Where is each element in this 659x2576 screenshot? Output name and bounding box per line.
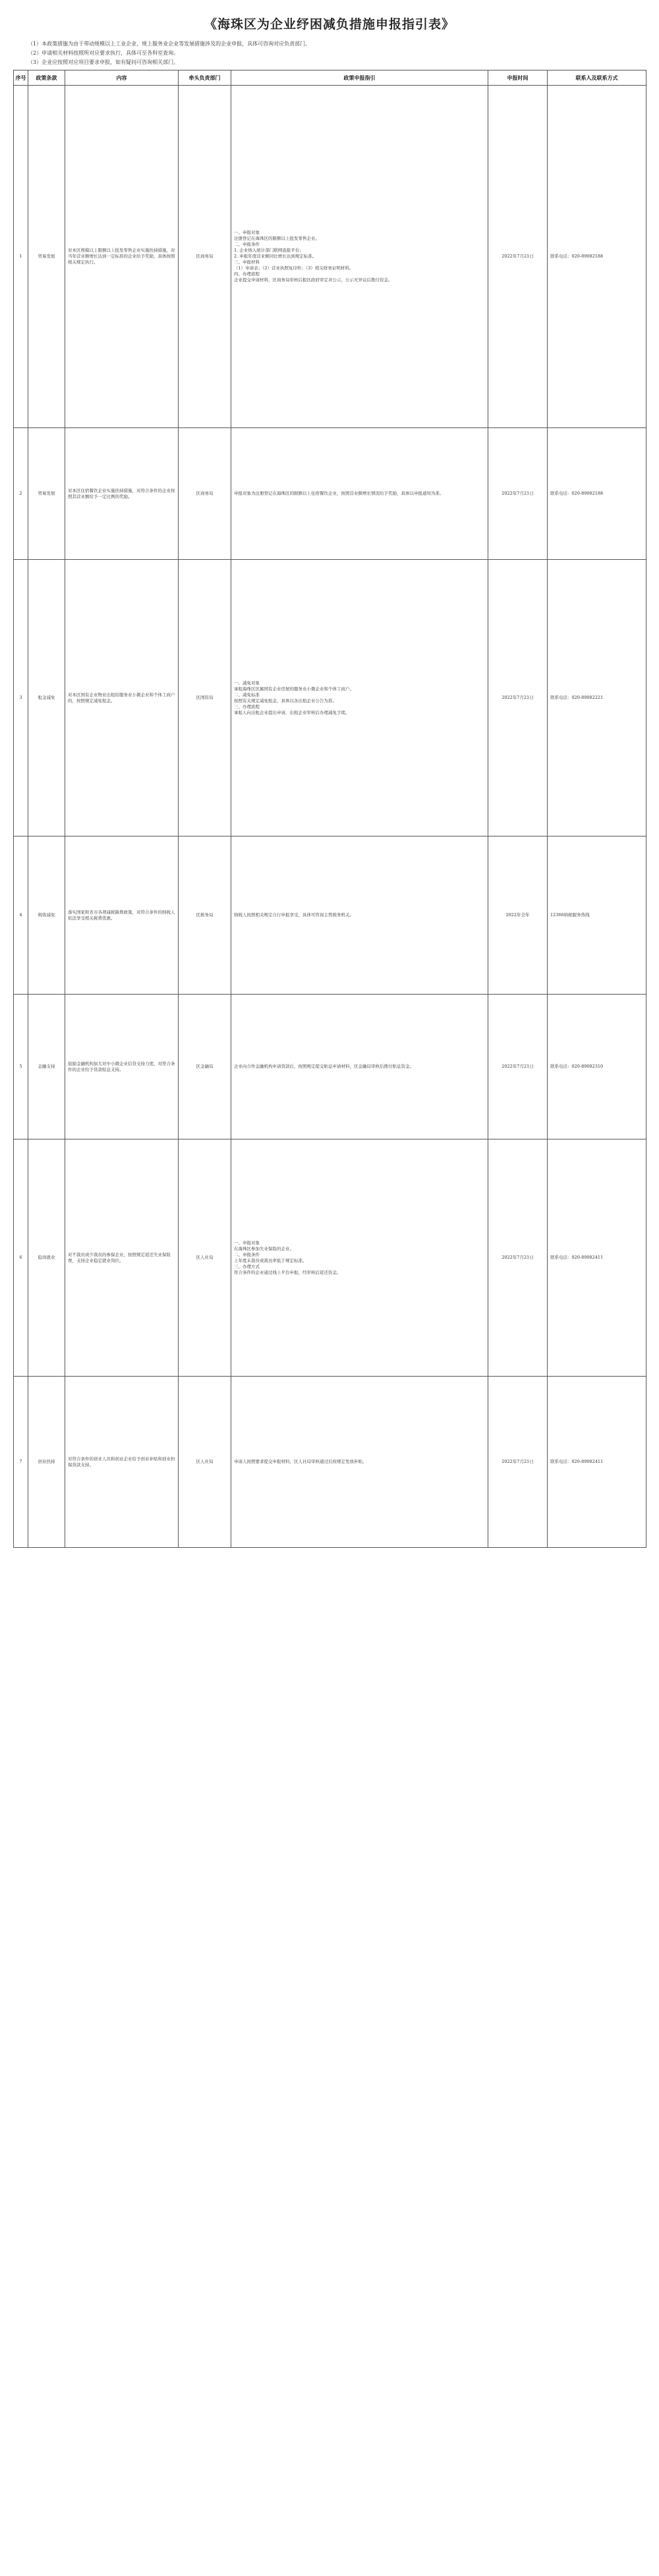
header-content: 内容 <box>65 70 179 86</box>
table-row <box>14 1377 646 1548</box>
row-guide: 申请人按照要求提交申报材料，区人社局审核通过后按规定发放补贴。 <box>231 1377 488 1548</box>
row-time: 2022年7月21日 <box>488 560 548 836</box>
policy-table <box>13 70 646 1548</box>
table-row <box>14 995 646 1139</box>
row-dept: 区金融局 <box>179 995 231 1139</box>
row-dept: 区人社局 <box>179 1377 231 1548</box>
header-time: 申报时间 <box>488 70 548 86</box>
row-contact: 联系电话：020-89082411 <box>548 1139 646 1377</box>
row-content: 对本区国有企业物业出租给服务业小微企业和个体工商户的，按照规定减免租金。 <box>65 560 179 836</box>
row-guide: 一、减免对象 承租海珠区区属国有企业房屋的服务业小微企业和个体工商户。 二、减免标准 按照有关规定减免租金，具体以各出租企业公告为准。 三、办理流程 承租人向出租企业提出申请，出租企业审核后办理减免手续。 <box>231 560 488 836</box>
row-contact: 12366纳税服务热线 <box>548 836 646 995</box>
row-no: 7 <box>14 1377 28 1548</box>
row-content: 对符合条件的创业人员和创业企业给予创业补贴和创业担保贷款支持。 <box>65 1377 179 1548</box>
row-guide: 企业向合作金融机构申请贷款后，按照规定提交贴息申请材料，区金融局审核后拨付贴息资金。 <box>231 995 488 1139</box>
row-clause: 创业扶持 <box>28 1377 65 1548</box>
row-dept: 区人社局 <box>179 1139 231 1377</box>
row-time: 2022年7月21日 <box>488 1377 548 1548</box>
header-dept: 牵头负责部门 <box>179 70 231 86</box>
row-clause: 租金减免 <box>28 560 65 836</box>
row-clause: 税收减免 <box>28 836 65 995</box>
row-clause: 贸易发展 <box>28 86 65 428</box>
row-content: 对本区住宿餐饮企业实施扶持措施，对符合条件的企业按照其营业额给予一定比例的奖励。 <box>65 428 179 560</box>
row-content: 鼓励金融机构加大对中小微企业信贷支持力度，对符合条件的企业给予贷款贴息支持。 <box>65 995 179 1139</box>
row-contact: 联系电话：020-89082188 <box>548 428 646 560</box>
row-clause: 贸易发展 <box>28 428 65 560</box>
row-dept: 区商务局 <box>179 86 231 428</box>
row-content: 对不裁员或少裁员的参保企业，按照规定返还失业保险费，支持企业稳定就业岗位。 <box>65 1139 179 1377</box>
table-row <box>14 86 646 428</box>
row-content: 对本区规模以上限额以上批发零售企业实施扶持措施，对当年营业额增长达到一定标准的企业给予奖励，具体按照相关规定执行。 <box>65 86 179 428</box>
row-no: 1 <box>14 86 28 428</box>
row-contact: 联系电话：020-89082188 <box>548 86 646 428</box>
row-contact: 联系电话：020-89082310 <box>548 995 646 1139</box>
header-contact: 联系人及联系方式 <box>548 70 646 86</box>
header-guide: 政策申报指引 <box>231 70 488 86</box>
row-time: 2022年7月21日 <box>488 428 548 560</box>
row-no: 5 <box>14 995 28 1139</box>
row-no: 2 <box>14 428 28 560</box>
table-row <box>14 428 646 560</box>
table-header-row <box>14 70 646 86</box>
page-title: 《海珠区为企业纾困减负措施申报指引表》 <box>204 17 455 32</box>
row-clause: 金融支持 <box>28 995 65 1139</box>
row-guide: 一、申报对象 注册登记在海珠区的限额以上批发零售企业。 二、申报条件 1. 企业纳入统计部门联网直报平台； 2. 申报年度营业额同比增长达到规定标准。 三、申报材料 （1）申请表；（2）营业执照复印件；（3）相关财务证明材料。 四、办理流程 企业提交申请材料，区商务局审核后报区政府审定并公示，公示无异议后拨付资金。 <box>231 86 488 428</box>
header-clause: 政策条款 <box>28 70 65 86</box>
note-item: （1）本政策措施为由于带动规模以上工业企业、规上服务业企业等发展措施涉及的企业申报，具体可咨询对应负责部门。 <box>28 41 311 47</box>
row-dept: 区商务局 <box>179 428 231 560</box>
row-dept: 区税务局 <box>179 836 231 995</box>
row-guide: 纳税人按照相关规定自行申报享受，具体可咨询主管税务机关。 <box>231 836 488 995</box>
row-no: 6 <box>14 1139 28 1377</box>
row-time: 2022年7月21日 <box>488 86 548 428</box>
row-time: 2022年全年 <box>488 836 548 995</box>
row-clause: 稳岗就业 <box>28 1139 65 1377</box>
header-no: 序号 <box>14 70 28 86</box>
row-guide: 一、申报对象 在海珠区参加失业保险的企业。 二、申报条件 上年度未裁员或裁员率低于规定标准。 三、办理方式 符合条件的企业通过线上平台申报，经审核后返还资金。 <box>231 1139 488 1377</box>
table-row <box>14 560 646 836</box>
row-guide: 申报对象为注册登记在海珠区的限额以上住宿餐饮企业，按照营业额增长情况给予奖励，具体以申报通知为准。 <box>231 428 488 560</box>
notes <box>28 40 646 67</box>
row-dept: 区国资局 <box>179 560 231 836</box>
row-content: 落实国家和省市各项减税降费政策，对符合条件的纳税人依法享受相关税费优惠。 <box>65 836 179 995</box>
row-no: 3 <box>14 560 28 836</box>
row-time: 2022年7月21日 <box>488 995 548 1139</box>
note-item: （2）申请相关材料按照所对应要求执行，具体可至各科室查询。 <box>28 50 179 56</box>
note-item: （3）企业应按照对应项目要求申报，如有疑问可咨询相关部门。 <box>28 59 179 65</box>
row-time: 2022年7月21日 <box>488 1139 548 1377</box>
row-contact: 联系电话：020-89082221 <box>548 560 646 836</box>
table-row <box>14 836 646 995</box>
row-no: 4 <box>14 836 28 995</box>
row-contact: 联系电话：020-89082411 <box>548 1377 646 1548</box>
table-row <box>14 1139 646 1377</box>
